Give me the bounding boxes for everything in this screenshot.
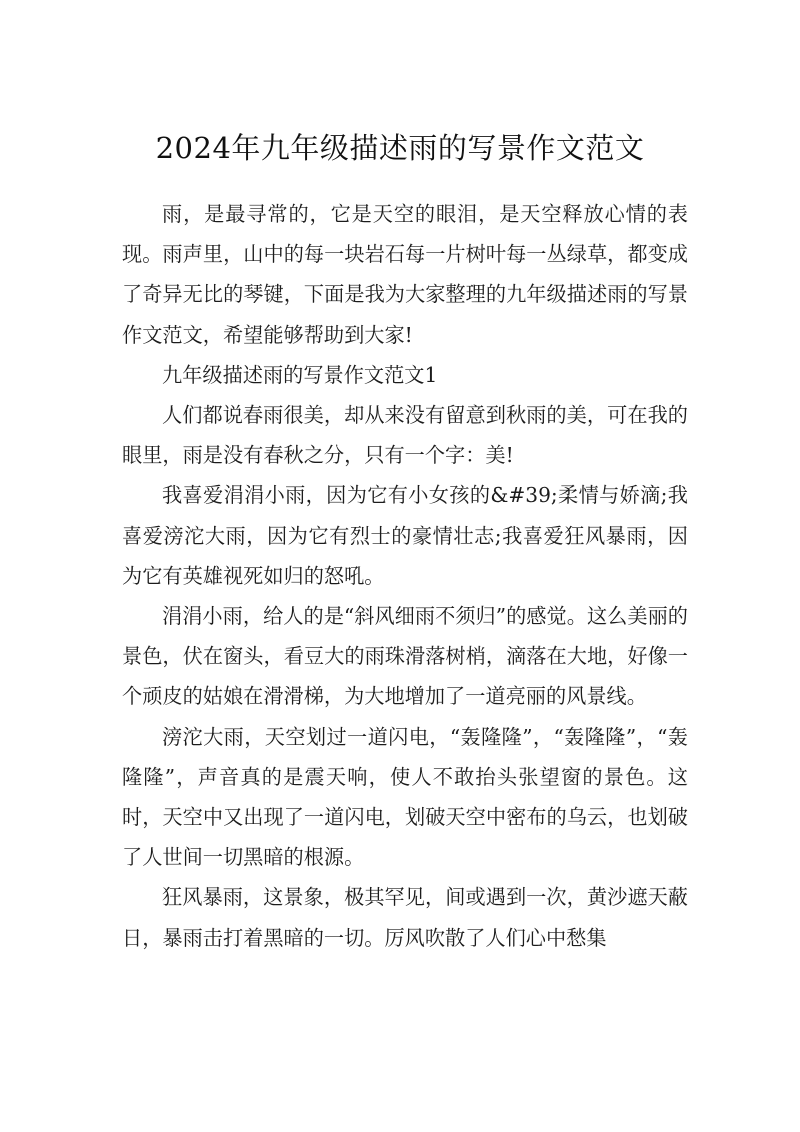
section-heading: 九年级描述雨的写景作文范文1 xyxy=(162,362,438,387)
document-body xyxy=(122,194,688,958)
paragraph: 涓涓小雨，给人的是“斜风细雨不须归”的感觉。这么美丽的景色，伏在窗头，看豆大的雨珠滑落树梢，滴落在大地，好像一个顽皮的姑娘在滑滑梯，为大地增加了一道亮丽的风景线。 xyxy=(122,604,688,709)
paragraph-intro: 雨，是最寻常的，它是天空的眼泪，是天空释放心情的表现。雨声里，山中的每一块岩石每一片树叶每一丛绿草，都变成了奇异无比的琴键，下面是我为大家整理的九年级描述雨的写景作文范文，希望能够帮助到大家! xyxy=(122,202,688,347)
paragraph: 我喜爱涓涓小雨，因为它有小女孩的&#39;柔情与娇滴;我喜爱滂沱大雨，因为它有烈士的豪情壮志;我喜爱狂风暴雨，因为它有英雄视死如归的怒吼。 xyxy=(122,483,688,588)
paragraph: 滂沱大雨，天空划过一道闪电，“轰隆隆”，“轰隆隆”，“轰隆隆”，声音真的是震天响，使人不敢抬头张望窗的景色。这时，天空中又出现了一道闪电，划破天空中密布的乌云，也划破了人世间一切黑暗的根源。 xyxy=(122,724,688,870)
paragraph: 狂风暴雨，这景象，极其罕见，间或遇到一次，黄沙遮天蔽日，暴雨击打着黑暗的一切。厉风吹散了人们心中愁集 xyxy=(122,885,688,950)
document-title: 2024年九年级描述雨的写景作文范文 xyxy=(155,131,645,165)
paragraph: 人们都说春雨很美，却从来没有留意到秋雨的美，可在我的眼里，雨是没有春秋之分，只有一个字：美! xyxy=(122,403,688,468)
